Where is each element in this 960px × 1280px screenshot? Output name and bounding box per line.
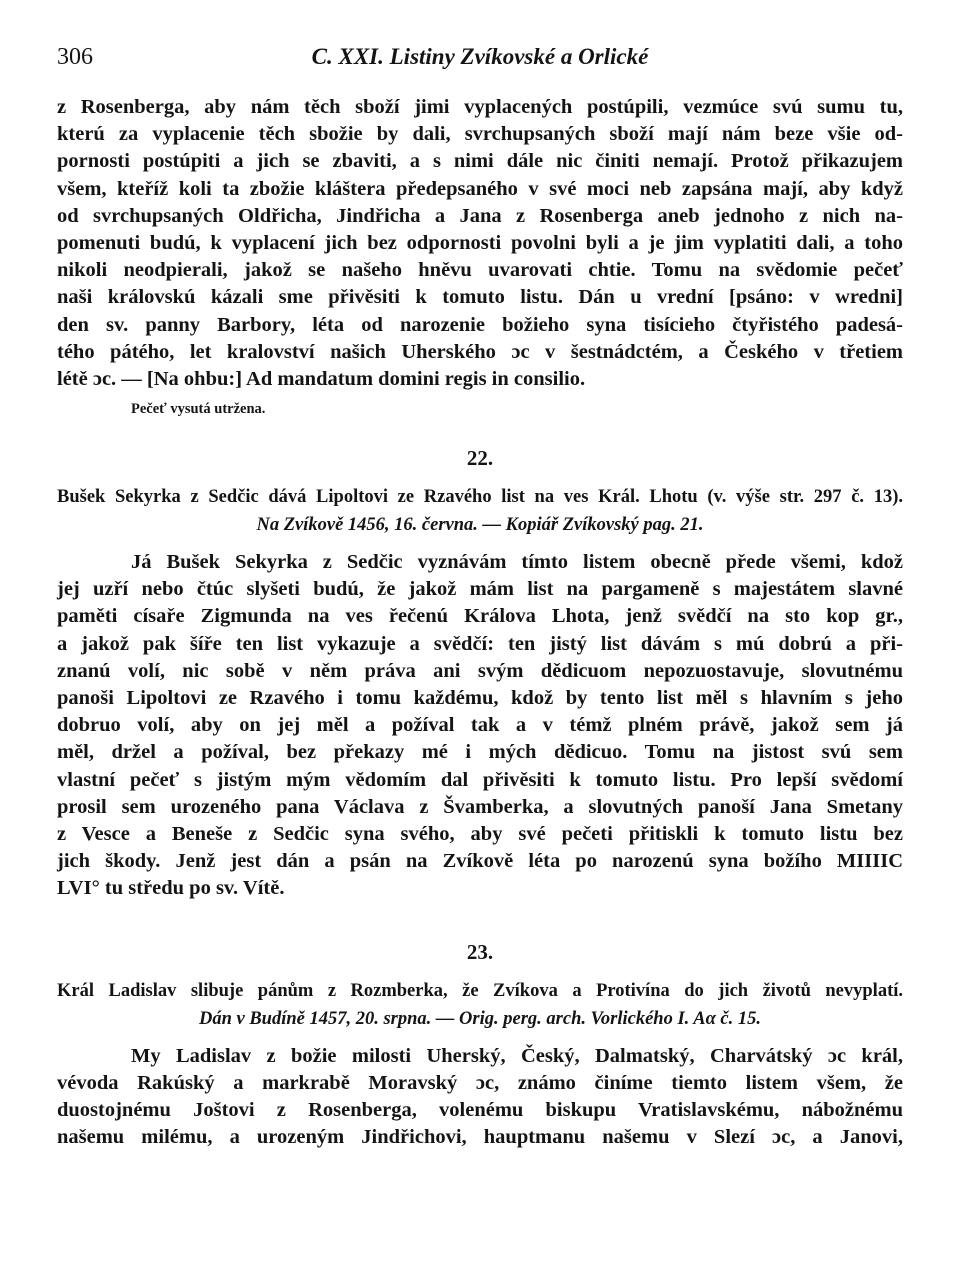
- text-line: našemu milému, a urozeným Jindřichovi, hauptmanu našemu v Slezí ɔc, a Janovi,: [57, 1126, 903, 1149]
- text-line: měl, držel a požíval, bez překazy mé i mých dědicuo. Tomu na jistost svú sem: [57, 741, 903, 764]
- document-text: [57, 549, 903, 902]
- document-source: Dán v Budíně 1457, 20. srpna. — Orig. perg. arch. Vorlického I. Aα č. 15.: [198, 1008, 762, 1029]
- page-number: 306: [57, 44, 93, 70]
- document-regest: Král Ladislav slibuje pánům z Rozmberka, že Zvíkova a Protivína do jich životů nevyplatí.: [57, 980, 903, 1001]
- text-line: a jakož pak šíře ten list vykazuje a svědčí: ten jistý list dávám s mú dobrú a při-: [57, 632, 903, 655]
- seal-note: Pečeť vysutá utržena.: [131, 401, 266, 418]
- text-line: z Vesce a Beneše z Sedčic syna svého, aby své pečeti přitiskli k tomuto listu bez: [57, 822, 903, 845]
- document-text: [57, 1043, 903, 1152]
- text-line: LVI° tu středu po sv. Vítě.: [57, 877, 285, 900]
- document-23: [57, 937, 903, 1152]
- text-line: pomenuti budú, k vyplacení jich bez odpornosti povolni byli a je jim vyplatiti dali, a toho: [57, 231, 903, 254]
- text-line: tého pátého, let kralovství našich Uherského ɔc v šestnádctém, a Českého v třetiem: [57, 340, 903, 363]
- text-line: den sv. panny Barbory, léta od narozenie božieho syna tisícieho čtyřistého padesá-: [57, 313, 903, 336]
- text-line: znanú volí, nic sobě v něm práva ani svým dědicuom nepozuostavuje, slovutnému: [57, 659, 903, 682]
- text-line: paměti císaře Zigmunda na ves řečenú Králova Lhota, jenž svědčí na sto kop gr.,: [57, 605, 903, 628]
- text-line: My Ladislav z božie milosti Uherský, Český, Dalmatský, Charvátský ɔc král,: [131, 1044, 903, 1067]
- page-body: [57, 94, 903, 1151]
- page-header: [57, 44, 903, 76]
- text-line: vlastní pečeť s jistým mým vědomím dal přivěsiti k tomuto listu. Pro lepší svědomí: [57, 768, 903, 791]
- document-number: 23.: [466, 939, 494, 964]
- text-line: dobruo volí, aby on jej měl a požíval tak a v témž plném právě, jakož sem já: [57, 714, 903, 737]
- running-title: C. XXI. Listiny Zvíkovské a Orlické: [311, 44, 649, 69]
- text-line: všem, kteříž koli ta zbožie kláštera předepsaného v své moci neb zapsána mají, aby když: [57, 177, 903, 200]
- text-line: vévoda Rakúský a markrabě Moravský ɔc, známo činíme tiemto listem všem, že: [57, 1071, 903, 1094]
- text-line: prosil sem urozeného pana Václava z Švamberka, a slovutných panoší Jana Smetany: [57, 795, 903, 818]
- text-line: duostojnému Joštovi z Rosenberga, volenému biskupu Vratislavskému, nábožnému: [57, 1098, 903, 1121]
- text-line: z Rosenberga, aby nám těch sboží jimi vyplacených postúpili, vezmúce svú sumu tu,: [57, 96, 903, 118]
- document-number: 22.: [466, 446, 494, 471]
- text-line: panoši Lipoltovi ze Rzavého i tomu každému, kdož by tento list měl s hlavním s jeho: [57, 687, 903, 709]
- document-21-continuation: [57, 94, 903, 419]
- document-source: Na Zvíkově 1456, 16. června. — Kopiář Zvíkovský pag. 21.: [256, 515, 704, 536]
- text-line: pornosti postúpiti a jich se zbaviti, a s nimi dále nic činiti nemají. Protož přikazujem: [57, 150, 903, 173]
- text-line: Já Bušek Sekyrka z Sedčic vyznávám tímto listem obecně přede všemi, kdož: [131, 551, 903, 574]
- text-line: naši královskú kázali sme přivěsiti k tomuto listu. Dán u vrední [psáno: v wredni]: [57, 286, 903, 309]
- text-line: jej uzří nebo čtúc slyšeti budú, že jakož mám list na pargameně s majestátem slavné: [57, 578, 903, 601]
- text-line: nikoli neodpierali, jakož se našeho hněvu uvarovati chtie. Tomu na svědomie pečeť: [57, 259, 903, 282]
- text-line: jich škody. Jenž jest dán a psán na Zvíkově léta po narozenú syna božího MIIIIC: [57, 850, 903, 873]
- text-line: létě ɔc. — [Na ohbu:] Ad mandatum domini regis in consilio.: [57, 367, 586, 390]
- document-regest: Bušek Sekyrka z Sedčic dává Lipoltovi ze Rzavého list na ves Král. Lhotu (v. výše str. 297 č. 13).: [57, 487, 903, 508]
- text-line: kterú za vyplacenie těch sbožie by dali, svrchupsaných sboží mají nám beze všie od-: [57, 123, 903, 146]
- text-line: od svrchupsaných Oldřicha, Jindřicha a Jana z Rosenberga aneb jednoho z nich na-: [57, 204, 903, 227]
- document-22: [57, 443, 903, 902]
